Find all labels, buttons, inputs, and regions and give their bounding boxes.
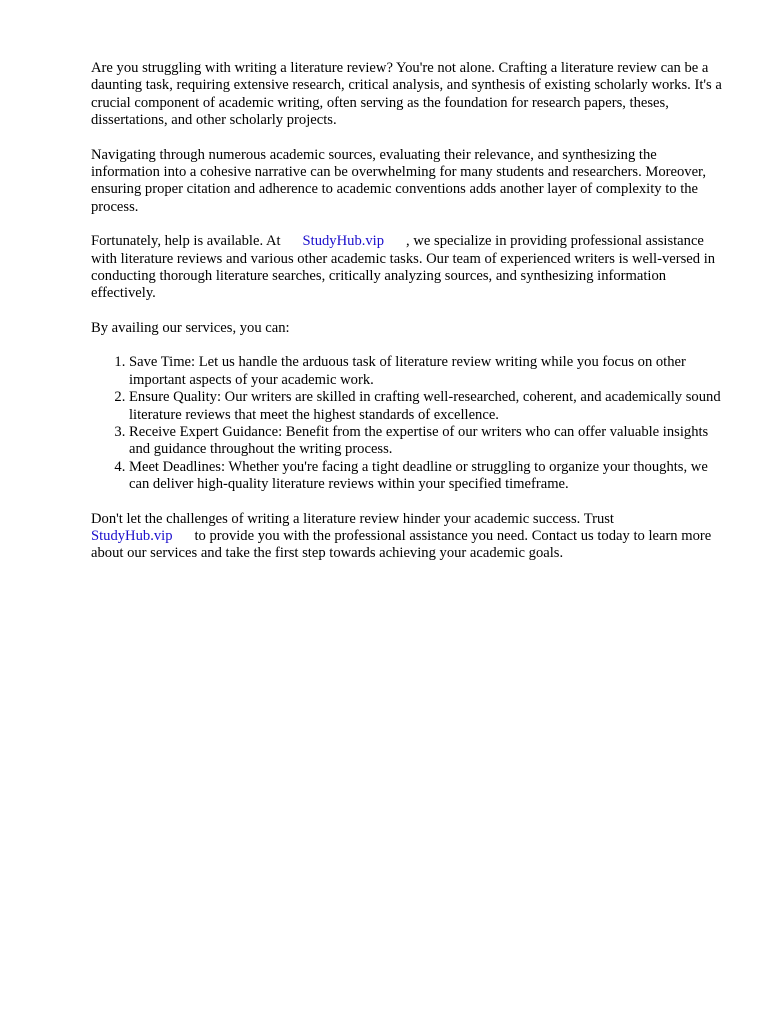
studyhub-link[interactable]: StudyHub.vip xyxy=(302,233,385,250)
studyhub-link[interactable]: StudyHub.vip xyxy=(91,527,173,544)
list-item: 4. Meet Deadlines: Whether you're facing a tight deadline or struggling to organize your thoughts, we can deliver high-quality literature reviews within your specified timeframe. xyxy=(129,459,727,494)
list-item: 2. Ensure Quality: Our writers are skilled in crafting well-researched, coherent, and academically sound literature reviews that meet the highest standards of excellence. xyxy=(129,389,727,424)
fortunately-text-after: , we specialize in providing professional assistance with literature reviews and various other academic tasks. Our team of experienced writers is well-versed in conducting thorough literature searches, critically analyzing sources, and synthesizing information effectively. xyxy=(91,233,716,302)
closing-text-after: to provide you with the professional assistance you need. Contact us today to learn more about our services and take the first step towards achieving your academic goals. xyxy=(91,527,712,562)
services-list xyxy=(91,354,727,493)
list-item: 1. Save Time: Let us handle the arduous task of literature review writing while you focus on other important aspects of your academic work. xyxy=(129,354,727,389)
list-item: 3. Receive Expert Guidance: Benefit from the expertise of our writers who can offer valuable insights and guidance throughout the writing process. xyxy=(129,424,727,459)
navigating-paragraph: Navigating through numerous academic sources, evaluating their relevance, and synthesizing the information into a cohesive narrative can be overwhelming for many students and researchers. Moreover, ensuring proper citation and adherence to academic conventions adds another layer of complexity to the process. xyxy=(91,146,706,215)
fortunately-text-before: Fortunately, help is available. At xyxy=(91,233,281,250)
closing-paragraph xyxy=(91,511,727,563)
document-page xyxy=(91,60,727,580)
closing-text-before: Don't let the challenges of writing a literature review hinder your academic success. Trust xyxy=(91,510,614,527)
availing-paragraph: By availing our services, you can: xyxy=(91,319,290,336)
fortunately-paragraph xyxy=(91,233,727,303)
intro-paragraph: Are you struggling with writing a literature review? You're not alone. Crafting a literature review can be a daunting task, requiring extensive research, critical analysis, and synthesis of existing scholarly works. It's a crucial component of academic writing, often serving as the foundation for research papers, theses, dissertations, and other scholarly projects. xyxy=(91,60,722,129)
